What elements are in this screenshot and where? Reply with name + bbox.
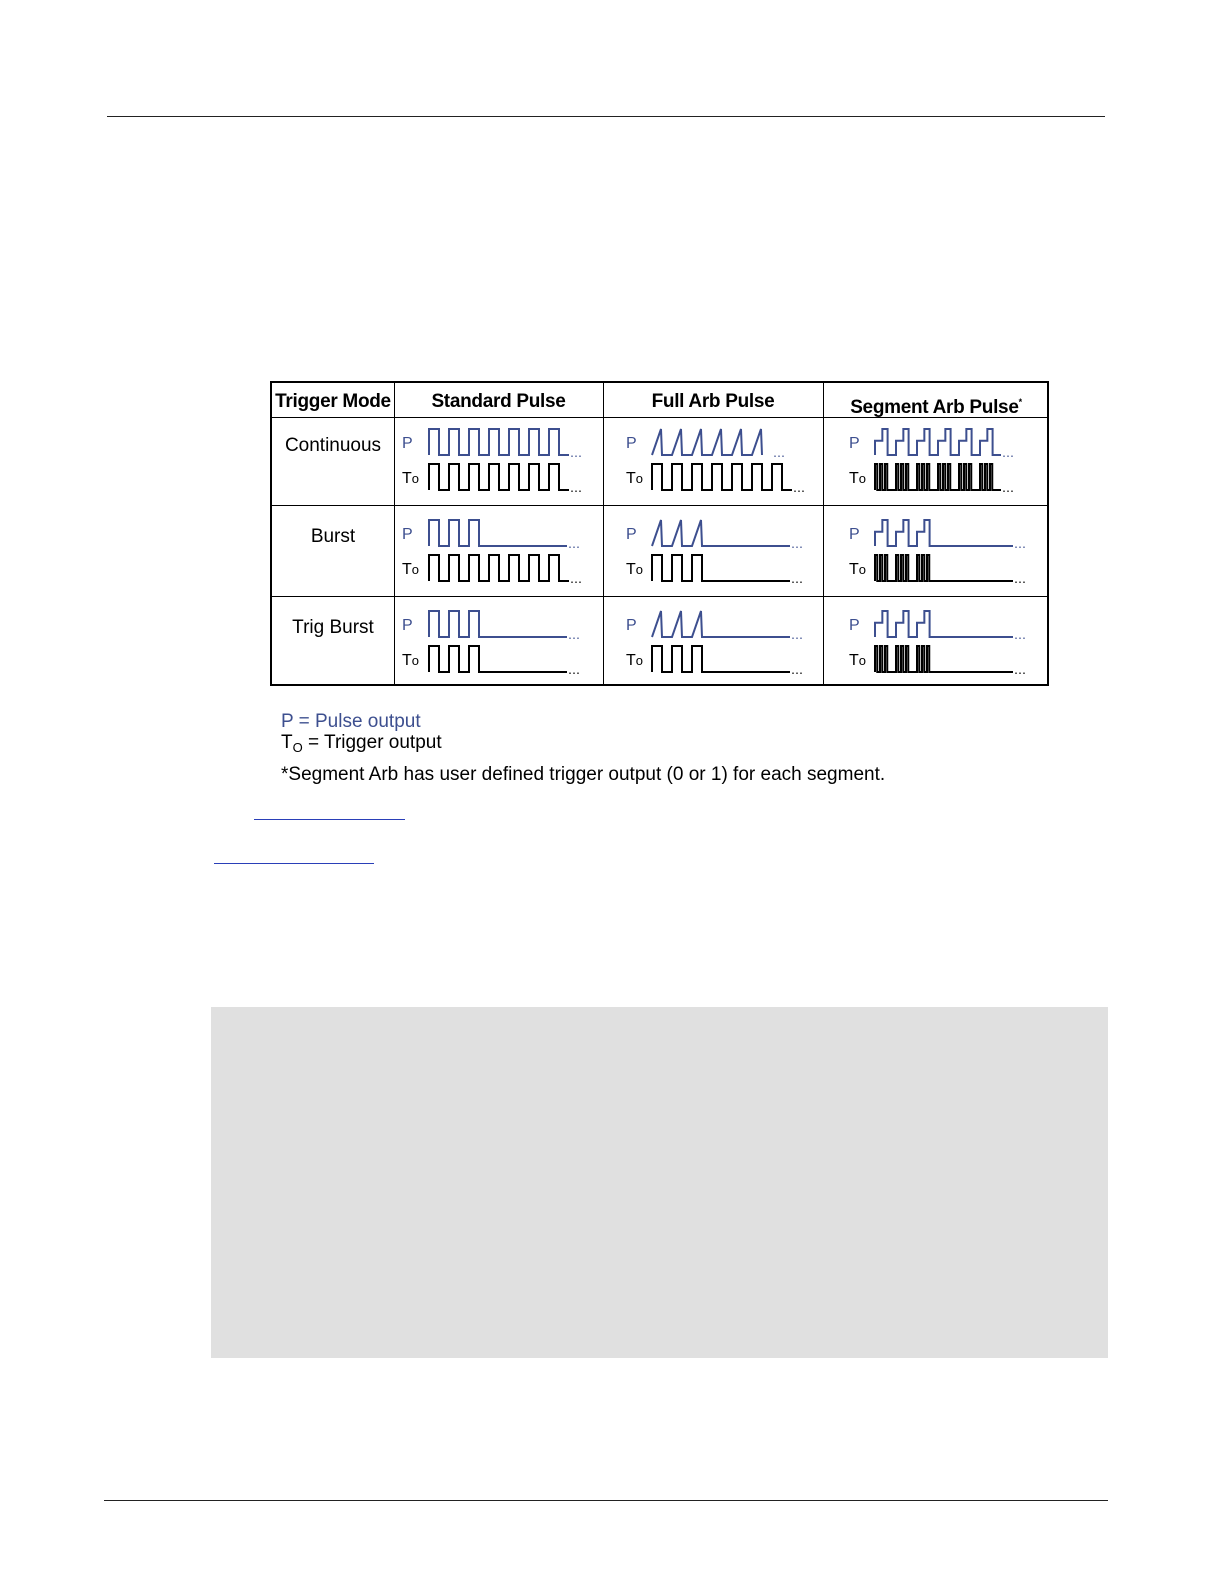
header-segment-arb-pulse-text: Segment Arb Pulse: [850, 397, 1019, 418]
trigger-label: [626, 652, 643, 670]
pulse-waveform: [429, 520, 579, 550]
pulse-waveform: [875, 611, 1025, 641]
header-full-arb-pulse: Full Arb Pulse: [651, 391, 775, 412]
trigger-label-subscript: o: [635, 562, 644, 577]
header-asterisk: *: [1018, 397, 1022, 407]
legend-segment-note: [281, 764, 885, 786]
trigger-label-symbol: T: [849, 470, 859, 487]
pulse-label: P: [402, 617, 413, 634]
trigger-label-symbol: T: [402, 652, 412, 669]
pulse-waveform: [429, 429, 582, 460]
pulse-label: P: [849, 617, 860, 634]
continuation-ellipsis: …: [791, 663, 803, 677]
continuation-ellipsis: …: [570, 572, 582, 586]
pulse-label: P: [626, 617, 637, 634]
trigger-label: [402, 561, 419, 579]
trigger-label: [849, 652, 866, 670]
continuation-ellipsis: …: [570, 481, 582, 495]
legend-trigger-text: = Trigger output: [302, 732, 442, 753]
trigger-label-subscript: o: [411, 562, 420, 577]
trigger-waveform: [875, 555, 1025, 585]
trigger-waveform-trace: [875, 646, 1013, 672]
pulse-waveform-trace: [652, 611, 790, 637]
trigger-waveform: [652, 646, 802, 676]
continuation-ellipsis: …: [568, 628, 580, 642]
trigger-label-symbol: T: [402, 470, 412, 487]
trigger-label-symbol: T: [626, 561, 636, 578]
continuation-ellipsis: …: [773, 446, 785, 460]
column-divider: [823, 383, 824, 684]
trigger-waveform: [429, 464, 582, 495]
trigger-label-symbol: T: [626, 652, 636, 669]
trigger-waveform: [429, 646, 579, 676]
column-divider: [603, 383, 604, 684]
trigger-waveform-trace: [429, 464, 569, 490]
header-segment-arb-pulse: [823, 383, 1049, 417]
trigger-label-symbol: T: [849, 652, 859, 669]
trigger-label-subscript: o: [635, 471, 644, 486]
trigger-label: [402, 652, 419, 670]
footer-rule: [104, 1500, 1108, 1501]
continuation-ellipsis: …: [570, 446, 582, 460]
note-text: Segment Arb has user defined trigger output (0 or 1) for each segment.: [288, 764, 886, 785]
code-block: [211, 1007, 1108, 1358]
pulse-label: P: [849, 435, 860, 452]
pulse-waveform: [652, 429, 802, 459]
mode-trig-burst: Trig Burst: [292, 617, 374, 638]
pulse-waveform-trace: [875, 520, 1013, 546]
trigger-waveform: [429, 555, 582, 586]
trigger-waveform-trace: [429, 646, 567, 672]
pulse-waveform-trace: [652, 429, 762, 455]
pulse-waveform: [652, 520, 802, 550]
note-asterisk: *: [281, 764, 289, 785]
pulse-waveform-trace: [429, 520, 567, 546]
trigger-label: [849, 470, 866, 488]
trigger-label-subscript: o: [858, 562, 867, 577]
mode-burst: Burst: [310, 526, 356, 547]
header-trigger-mode: Trigger Mode: [275, 391, 391, 412]
continuation-ellipsis: …: [791, 537, 803, 551]
mode-continuous: Continuous: [284, 435, 382, 456]
continuation-ellipsis: …: [1002, 481, 1014, 495]
legend-trigger-output: [281, 732, 442, 755]
continuation-ellipsis: …: [793, 481, 805, 495]
row-divider: [272, 505, 1047, 506]
trigger-waveform-trace: [652, 464, 792, 490]
pulse-waveform-trace: [875, 611, 1013, 637]
hyperlink-underline[interactable]: [254, 819, 405, 820]
trigger-waveform: [652, 464, 805, 495]
pulse-label: P: [402, 526, 413, 543]
pulse-label: P: [626, 526, 637, 543]
legend-trigger-symbol: T: [281, 732, 293, 753]
trigger-label-symbol: T: [626, 470, 636, 487]
trigger-label-subscript: o: [411, 471, 420, 486]
pulse-waveform-trace: [429, 429, 569, 455]
trigger-waveform: [875, 646, 1025, 676]
trigger-label-subscript: o: [635, 653, 644, 668]
trigger-waveform-trace: [652, 646, 790, 672]
continuation-ellipsis: …: [568, 663, 580, 677]
trigger-waveform-trace: [875, 555, 1013, 581]
trigger-label-symbol: T: [849, 561, 859, 578]
continuation-ellipsis: …: [1002, 446, 1014, 460]
trigger-waveform-trace: [429, 555, 569, 581]
continuation-ellipsis: …: [791, 628, 803, 642]
column-divider: [394, 383, 395, 684]
continuation-ellipsis: …: [791, 572, 803, 586]
trigger-waveform: [875, 464, 1025, 494]
continuation-ellipsis: …: [568, 537, 580, 551]
pulse-label: P: [849, 526, 860, 543]
hyperlink-underline[interactable]: [214, 863, 374, 864]
continuation-ellipsis: …: [1014, 628, 1026, 642]
trigger-label: [626, 561, 643, 579]
legend-trigger-subscript: O: [292, 740, 303, 755]
pulse-waveform-trace: [875, 429, 1001, 455]
trigger-label: [402, 470, 419, 488]
trigger-label: [626, 470, 643, 488]
trigger-mode-table: [270, 381, 1049, 686]
trigger-waveform: [652, 555, 802, 585]
trigger-waveform-trace: [652, 555, 790, 581]
trigger-label-symbol: T: [402, 561, 412, 578]
row-divider: [272, 596, 1047, 597]
pulse-waveform-trace: [652, 520, 790, 546]
continuation-ellipsis: …: [1014, 572, 1026, 586]
trigger-label-subscript: o: [858, 653, 867, 668]
legend-pulse-output: P = Pulse output: [281, 711, 421, 732]
header-standard-pulse: Standard Pulse: [431, 391, 566, 412]
trigger-label-subscript: o: [411, 653, 420, 668]
pulse-waveform: [429, 611, 579, 641]
pulse-label: P: [402, 435, 413, 452]
trigger-label: [849, 561, 866, 579]
trigger-waveform-trace: [875, 464, 1001, 490]
pulse-label: P: [626, 435, 637, 452]
continuation-ellipsis: …: [1014, 663, 1026, 677]
continuation-ellipsis: …: [1014, 537, 1026, 551]
pulse-waveform: [875, 429, 1025, 459]
pulse-waveform: [652, 611, 802, 641]
pulse-waveform-trace: [429, 611, 567, 637]
header-rule: [107, 116, 1105, 117]
trigger-label-subscript: o: [858, 471, 867, 486]
pulse-waveform: [875, 520, 1025, 550]
